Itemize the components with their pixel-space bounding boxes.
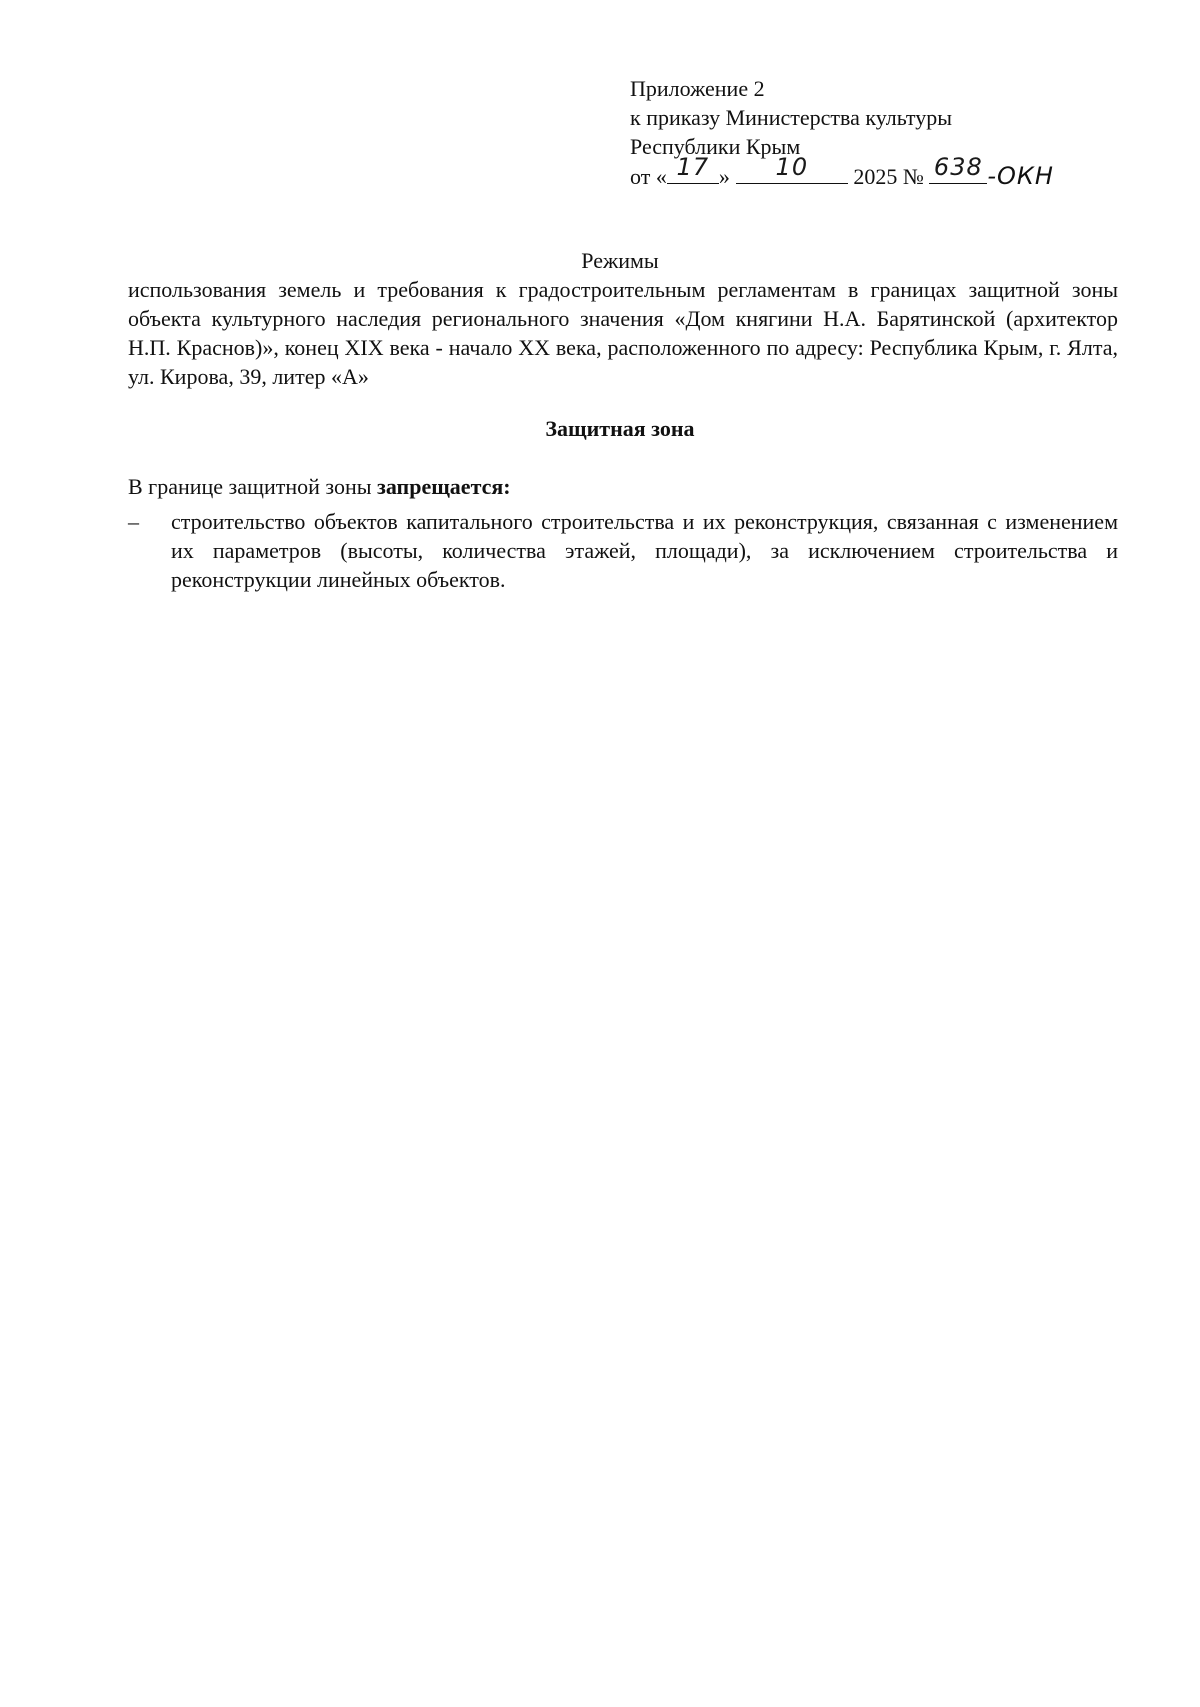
handwritten-number: 638 (933, 153, 983, 181)
list-marker: – (128, 509, 139, 534)
lead-text: В границе защитной зоны (128, 474, 377, 499)
order-date-line (630, 153, 1100, 191)
document-title: Режимы (581, 248, 659, 273)
lead-emphasis: запрещается: (377, 474, 511, 499)
date-prefix: от « (630, 164, 667, 189)
handwritten-number-suffix: -ОКН (987, 162, 1054, 190)
month-field (736, 153, 848, 184)
day-field (667, 153, 719, 184)
list-item (128, 507, 1118, 594)
date-mid: » (718, 164, 730, 189)
annex-order-ref: к приказу Министерства культуры (630, 105, 953, 130)
order-number-field (929, 153, 987, 184)
annex-header (630, 74, 1100, 191)
order-year-label: 2025 № (853, 164, 924, 189)
annex-title: Приложение 2 (630, 76, 765, 101)
list-item-text: строительство объектов капитального строительства и их реконструкция, связанная с изменением их параметров (высоты, количества этажей, площади), за исключением строительства и реконструкции линейных объектов. (171, 509, 1118, 592)
section-heading: Защитная зона (545, 416, 695, 441)
lead-paragraph (128, 472, 511, 501)
annex-ministry: Республики Крым (630, 134, 801, 159)
document-subtitle: использования земель и требования к градостроительным регламентам в границах защитной зоны объекта культурного наследия регионального значения «Дом княгини Н.А. Барятинской (архитектор Н.П. Краснов)», конец XIX века - начало XX века, расположенного по адресу: Республика Крым, г. Ялта, ул. Кирова, 39, литер «А» (128, 277, 1118, 389)
handwritten-day: 17 (676, 153, 710, 181)
handwritten-month: 10 (775, 153, 809, 181)
